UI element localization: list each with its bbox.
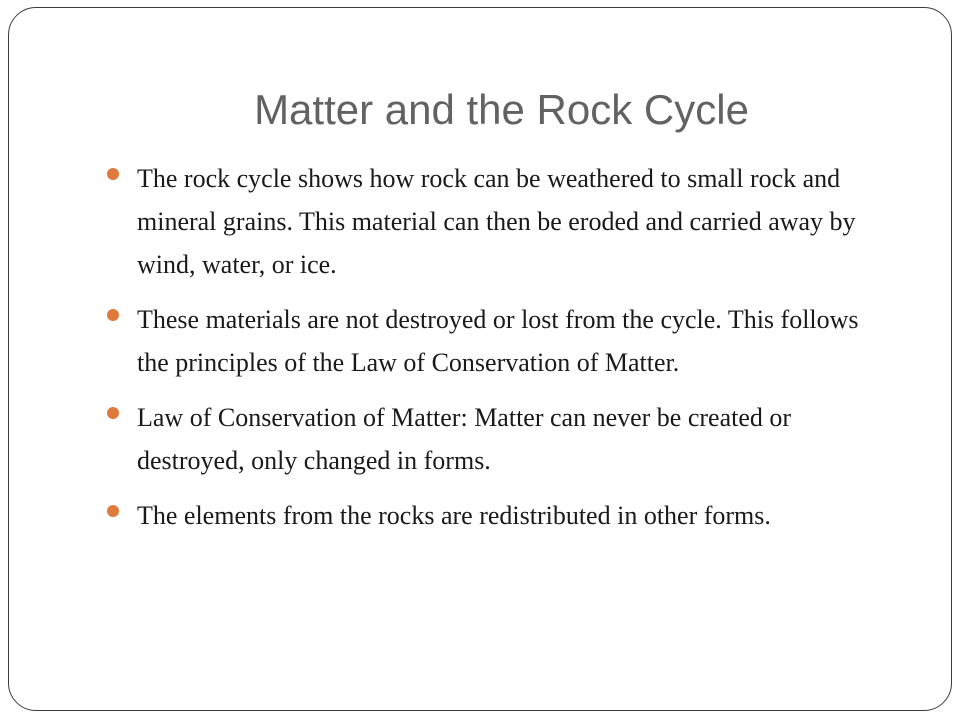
bullet-dot-icon	[106, 167, 120, 181]
bullet-text: The rock cycle shows how rock can be weathered to small rock and mineral grains. This material can then be eroded and carried away by wind, water, or ice.	[137, 164, 856, 279]
bullet-item	[105, 494, 885, 537]
bullet-text: The elements from the rocks are redistributed in other forms.	[137, 501, 771, 530]
bullet-item	[105, 157, 885, 286]
bullet-dot-icon	[106, 406, 120, 420]
bullet-dot-icon	[106, 504, 120, 518]
slide-title: Matter and the Rock Cycle	[254, 86, 749, 133]
bullet-list	[105, 157, 885, 549]
bullet-text: These materials are not destroyed or lost from the cycle. This follows the principles of the Law of Conservation of Matter.	[137, 305, 859, 377]
bullet-text: Law of Conservation of Matter: Matter can never be created or destroyed, only changed in forms.	[137, 403, 792, 475]
bullet-dot-icon	[106, 308, 120, 322]
bullet-item	[105, 396, 885, 482]
bullet-item	[105, 298, 885, 384]
